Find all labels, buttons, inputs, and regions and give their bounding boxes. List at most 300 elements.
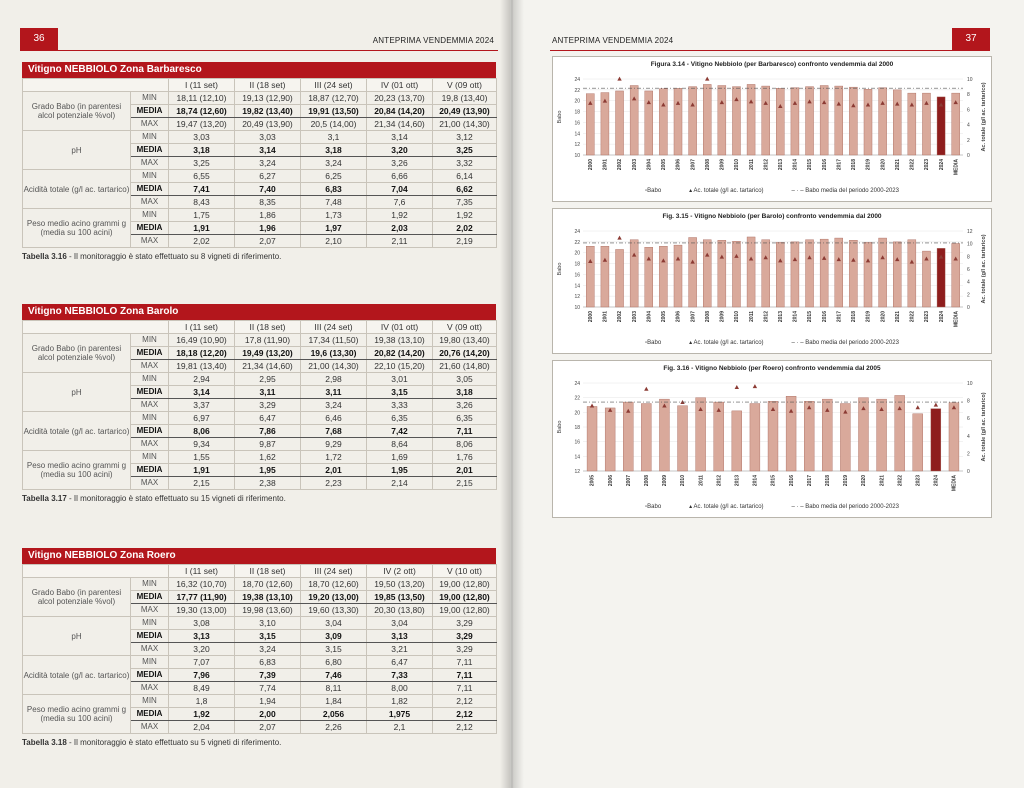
table-cell: 9,29 [301,438,367,451]
table-row [23,412,497,425]
bar [806,87,814,155]
stat-label: MIN [131,412,169,425]
table-cell: 3,29 [433,617,497,630]
left-page [0,0,510,788]
x-tick-label: 2015 [770,475,777,487]
x-tick-label: 2012 [716,475,723,487]
table-cell: 2,07 [235,721,301,734]
table-cell: 3,03 [235,131,301,144]
y2-axis-label: Ac. totale (g/l ac. tartarico) [981,392,987,462]
chart-svg [553,209,991,353]
stat-label: MAX [131,682,169,695]
legend-entry: – · – Babo media del periodo 2000-2023 [791,340,899,346]
stat-label: MEDIA [131,144,169,157]
legend-entry: ▴ Ac. totale (g/l ac. tartarico) [689,340,764,346]
table-cell: 6,46 [301,412,367,425]
table-cell: 6,83 [301,183,367,196]
table-cell: 8,43 [169,196,235,209]
bar [768,401,778,471]
stat-label: MEDIA [131,425,169,438]
table-cell: 7,42 [367,425,433,438]
table-row [23,92,497,105]
right-page-header [550,28,990,51]
table-cell: 8,35 [235,196,301,209]
stat-label: MEDIA [131,591,169,604]
table-cell: 2,15 [433,477,497,490]
y-tick-label: 12 [574,294,580,301]
bar [864,242,872,307]
table-cell: 3,08 [169,617,235,630]
table-cell: 7,07 [169,656,235,669]
x-tick-label: 2020 [880,159,887,171]
bar [908,93,916,155]
y-tick-label: 20 [574,98,580,105]
y-tick-label: 24 [574,77,580,83]
table-cell: 2,98 [301,373,367,386]
table-cell: 20,82 (14,20) [367,347,433,360]
caption-label: Tabella 3.16 [22,252,67,261]
table-cell: 21,34 (14,60) [235,360,301,373]
stat-label: MAX [131,721,169,734]
stat-label: MIN [131,617,169,630]
bar [835,86,843,155]
stat-label: MIN [131,170,169,183]
x-tick-label: 2016 [821,311,828,323]
x-tick-label: 2021 [894,311,901,323]
y2-tick-label: 2 [967,292,970,299]
x-tick-label: 2016 [821,159,828,171]
bar [703,240,711,307]
x-tick-label: 2019 [843,475,850,487]
acidity-marker [753,384,757,388]
bar [849,240,857,307]
column-header: III (24 set) [301,565,367,578]
x-tick-label: 2022 [897,475,904,487]
bar [952,243,960,307]
x-tick-label: 2002 [617,311,624,323]
table-cell: 6,62 [433,183,497,196]
table-cell: 20,49 (13,90) [433,105,497,118]
stat-label: MEDIA [131,222,169,235]
table-cell: 3,14 [367,131,433,144]
data-table-block [22,62,496,261]
x-tick-label: 2011 [748,159,755,170]
y-tick-label: 14 [574,454,580,461]
x-tick-label: 2007 [690,159,697,171]
x-tick-label: 2023 [924,311,931,323]
table-cell: 2,02 [433,222,497,235]
y2-tick-label: 4 [967,279,970,286]
data-table-block [22,548,496,747]
table-cell: 6,47 [367,656,433,669]
y2-tick-label: 10 [967,77,973,83]
bar [820,86,828,155]
x-tick-label: 2018 [851,311,858,323]
table-cell: 7,11 [433,682,497,695]
table-cell: 19,91 (13,50) [301,105,367,118]
table-cell: 20,30 (13,80) [367,604,433,617]
stat-label: MIN [131,695,169,708]
x-tick-label: 2019 [865,311,872,323]
table-cell: 3,05 [433,373,497,386]
parameter-label: pH [23,131,131,170]
bar [605,408,615,471]
stat-label: MAX [131,438,169,451]
y2-tick-label: 6 [967,107,970,114]
y-tick-label: 22 [574,395,580,402]
x-tick-label: 2014 [792,159,799,171]
bar [678,406,688,471]
page-number: 36 [20,28,58,50]
table-cell: 7,48 [301,196,367,209]
x-tick-label: 2008 [704,311,711,323]
y-tick-label: 24 [574,381,580,387]
y2-tick-label: 2 [967,451,970,458]
x-tick-label: 2003 [631,159,638,171]
chart-figure [552,208,992,354]
table-cell: 3,29 [235,399,301,412]
table-cell: 3,32 [433,157,497,170]
table-cell: 3,37 [169,399,235,412]
y-tick-label: 16 [574,120,580,127]
bar [587,406,597,471]
table-cell: 7,6 [367,196,433,209]
x-tick-label: 2006 [675,159,682,171]
table-cell: 7,41 [169,183,235,196]
table-cell: 3,29 [433,643,497,656]
table-cell: 2,10 [301,235,367,248]
stat-label: MAX [131,235,169,248]
y2-tick-label: 0 [967,153,970,159]
table-cell: 3,03 [169,131,235,144]
table-row [23,170,497,183]
table-cell: 3,18 [169,144,235,157]
parameter-label: Grado Babo (in parentesi alcol potenziale %vol) [23,92,131,131]
table-cell: 19,20 (13,00) [301,591,367,604]
bar [689,238,697,307]
table-cell: 21,00 (14,30) [301,360,367,373]
table-cell: 7,35 [433,196,497,209]
acidity-marker [590,403,594,407]
table-cell: 6,27 [235,170,301,183]
table-cell: 18,87 (12,70) [301,92,367,105]
table-cell: 19,60 (13,30) [301,604,367,617]
table-cell: 1,69 [367,451,433,464]
bar [786,396,796,471]
data-table-block [22,304,496,503]
table-cell: 2,00 [235,708,301,721]
table-cell: 8,49 [169,682,235,695]
table-cell: 19,47 (13,20) [169,118,235,131]
table-cell: 8,64 [367,438,433,451]
monitoring-table [22,564,497,734]
table-caption [22,252,496,261]
table-cell: 2,23 [301,477,367,490]
stat-label: MIN [131,373,169,386]
table-cell: 6,14 [433,170,497,183]
x-tick-label: 2024 [938,159,945,171]
bar [703,84,711,155]
table-cell: 3,14 [169,386,235,399]
table-caption [22,494,496,503]
y-tick-label: 20 [574,250,580,257]
y-tick-label: 20 [574,410,580,417]
bar [616,91,624,155]
y-tick-label: 22 [574,87,580,94]
bar [732,411,742,471]
table-cell: 9,34 [169,438,235,451]
stat-label: MIN [131,209,169,222]
bar [750,404,760,471]
table-row [23,578,497,591]
x-tick-label: 2010 [680,475,687,487]
caption-label: Tabella 3.18 [22,738,67,747]
bar [645,247,653,307]
y2-tick-label: 4 [967,122,970,129]
table-row [23,695,497,708]
table-cell: 3,11 [235,386,301,399]
x-tick-label: 2008 [704,159,711,171]
parameter-label: Acidità totale (g/l ac. tartarico) [23,170,131,209]
x-tick-label: 2010 [734,159,741,171]
table-cell: 3,15 [367,386,433,399]
x-tick-label: 2004 [646,311,653,323]
y-tick-label: 16 [574,439,580,446]
table-cell: 2,07 [235,235,301,248]
y2-tick-label: 0 [967,305,970,311]
column-header: I (11 set) [169,565,235,578]
table-cell: 1,62 [235,451,301,464]
bar [913,414,923,471]
x-tick-label: 2002 [617,159,624,171]
table-cell: 3,24 [301,399,367,412]
table-cell: 7,74 [235,682,301,695]
x-tick-label: 2017 [836,159,843,171]
right-page [510,0,1024,788]
bar [659,399,669,471]
table-cell: 2,14 [367,477,433,490]
table-cell: 2,94 [169,373,235,386]
y2-tick-label: 8 [967,254,970,261]
header-empty-cell [23,565,169,578]
y-tick-label: 18 [574,109,580,116]
table-cell: 19,38 (13,10) [367,334,433,347]
table-cell: 17,8 (11,90) [235,334,301,347]
y-tick-label: 16 [574,272,580,279]
table-cell: 6,25 [301,170,367,183]
x-tick-label: 2016 [788,475,795,487]
table-cell: 21,60 (14,80) [433,360,497,373]
table-cell: 3,24 [235,643,301,656]
table-cell: 18,11 (12,10) [169,92,235,105]
bar [601,246,609,307]
table-cell: 19,85 (13,50) [367,591,433,604]
bar [732,241,740,307]
chart-legend [553,503,991,510]
bar [762,86,770,155]
table-cell: 2,26 [301,721,367,734]
acidity-marker [705,77,709,81]
acidity-marker [644,387,648,391]
y2-tick-label: 10 [967,381,973,387]
table-cell: 1,73 [301,209,367,222]
legend-entry: ▫Babo [645,504,662,510]
table-cell: 7,46 [301,669,367,682]
table-caption [22,738,496,747]
bar [762,240,770,307]
stat-label: MIN [131,334,169,347]
legend-entry: ▫Babo [645,188,662,194]
bar [949,403,959,471]
y2-tick-label: 6 [967,267,970,273]
table-cell: 1,84 [301,695,367,708]
table-row [23,656,497,669]
table-cell: 7,11 [433,669,497,682]
stat-label: MEDIA [131,464,169,477]
stat-label: MEDIA [131,630,169,643]
x-tick-label: 2022 [909,159,916,171]
table-cell: 1,92 [367,209,433,222]
bar [630,86,638,155]
y-tick-label: 18 [574,261,580,268]
table-cell: 1,55 [169,451,235,464]
bar [879,238,887,307]
acidity-marker [934,403,938,407]
x-tick-label: MEDIA [951,475,958,492]
chart-figure [552,56,992,202]
x-tick-label: 2015 [807,159,814,171]
y2-axis-label: Ac. totale (g/l ac. tartarico) [981,82,987,152]
table-title: Vitigno NEBBIOLO Zona Barbaresco [22,62,496,78]
table-cell: 9,87 [235,438,301,451]
legend-entry: ▫Babo [645,340,662,346]
table-cell: 1,95 [367,464,433,477]
bar [806,240,814,307]
table-cell: 1,76 [433,451,497,464]
x-tick-label: 2015 [807,311,814,323]
stat-label: MAX [131,643,169,656]
table-cell: 1,92 [433,209,497,222]
table-cell: 3,24 [235,157,301,170]
caption-text: - Il monitoraggio è stato effettuato su 5 vigneti di riferimento. [66,738,282,747]
x-tick-label: MEDIA [953,311,960,328]
stat-label: MEDIA [131,386,169,399]
bar [659,246,667,307]
y2-tick-label: 0 [967,469,970,475]
y-axis-label: Babo [557,420,563,434]
x-tick-label: 2018 [851,159,858,171]
table-cell: 3,12 [433,131,497,144]
table-cell: 19,50 (13,20) [367,578,433,591]
bar [931,409,941,471]
x-tick-label: 2023 [915,475,922,487]
parameter-label: Acidità totale (g/l ac. tartarico) [23,412,131,451]
legend-entry: ▴ Ac. totale (g/l ac. tartarico) [689,188,764,194]
x-tick-label: 2006 [675,311,682,323]
y2-axis-label: Ac. totale (g/l ac. tartarico) [981,234,987,304]
y-tick-label: 14 [574,131,580,138]
table-cell: 6,80 [301,656,367,669]
chart-title: Fig. 3.16 - Vitigno Nebbiolo (per Roero) confronto vendemmia dal 2005 [663,365,881,372]
table-cell: 3,15 [301,643,367,656]
x-tick-label: 2024 [933,475,940,487]
bar [616,249,624,307]
table-cell: 18,70 (12,60) [235,578,301,591]
table-cell: 1,82 [367,695,433,708]
table-cell: 2,11 [367,235,433,248]
table-cell: 1,91 [169,222,235,235]
y-tick-label: 22 [574,239,580,246]
y-tick-label: 12 [574,469,580,475]
table-cell: 7,96 [169,669,235,682]
x-tick-label: 2013 [734,475,741,487]
table-row [23,209,497,222]
table-cell: 7,04 [367,183,433,196]
table-title: Vitigno NEBBIOLO Zona Roero [22,548,496,564]
table-cell: 3,29 [433,630,497,643]
stat-label: MEDIA [131,183,169,196]
table-cell: 1,72 [301,451,367,464]
stat-label: MEDIA [131,347,169,360]
stat-label: MEDIA [131,708,169,721]
bar [674,245,682,307]
bar [835,238,843,307]
stat-label: MIN [131,451,169,464]
table-cell: 21,34 (14,60) [367,118,433,131]
table-row [23,451,497,464]
table-cell: 2,12 [433,721,497,734]
table-cell: 7,40 [235,183,301,196]
x-tick-label: 2005 [661,311,668,323]
chart-title: Figura 3.14 - Vitigno Nebbiolo (per Barbaresco) confronto vendemmia dal 2000 [650,61,894,68]
stat-label: MIN [131,656,169,669]
bar [791,242,799,307]
x-tick-label: 2009 [719,159,726,171]
caption-text: - Il monitoraggio è stato effettuato su 15 vigneti di riferimento. [66,494,286,503]
x-tick-label: 2007 [625,475,632,487]
table-cell: 8,06 [433,438,497,451]
table-cell: 1,86 [235,209,301,222]
stat-label: MAX [131,477,169,490]
column-header: II (18 set) [235,321,301,334]
legend-entry: – · – Babo media del periodo 2000-2023 [791,504,899,510]
bar [791,88,799,155]
acidity-marker [916,405,920,409]
table-cell: 1,975 [367,708,433,721]
table-cell: 2,01 [433,464,497,477]
table-cell: 3,24 [301,157,367,170]
table-cell: 2,04 [169,721,235,734]
x-tick-label: 2005 [589,475,596,487]
y-axis-label: Babo [557,110,563,124]
x-tick-label: 2013 [778,311,785,323]
table-cell: 2,38 [235,477,301,490]
table-cell: 3,09 [301,630,367,643]
table-cell: 3,26 [367,157,433,170]
table-cell: 3,18 [433,386,497,399]
table-cell: 2,02 [169,235,235,248]
table-cell: 3,01 [367,373,433,386]
x-tick-label: 2000 [588,159,595,171]
y2-tick-label: 8 [967,398,970,405]
parameter-label: Grado Babo (in parentesi alcol potenziale %vol) [23,334,131,373]
x-tick-label: 2007 [690,311,697,323]
table-cell: 20,76 (14,20) [433,347,497,360]
x-tick-label: 2009 [719,311,726,323]
bar [674,88,682,155]
table-header-row [23,79,497,92]
x-tick-label: 2001 [602,159,609,171]
